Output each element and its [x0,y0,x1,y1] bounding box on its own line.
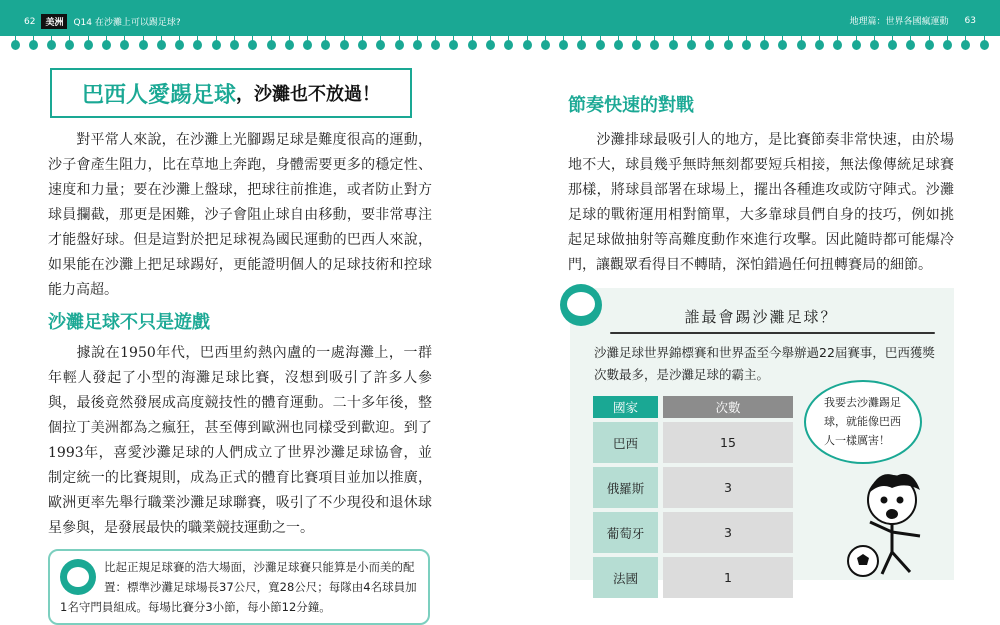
scallop-dot [230,34,239,50]
scallop-dot [596,34,605,50]
page-title [50,68,412,118]
scallop-dot [157,34,166,50]
count-cell: 15 [663,422,793,463]
scallop-dot [47,34,56,50]
scallop-dot [559,34,568,50]
title-tail: ，沙灘也不放過！ [236,84,380,105]
right-subtitle: 節奏快速的對戰 [568,95,694,116]
table-row [593,512,793,553]
scallop-dot [669,34,678,50]
scallop-dot [504,34,513,50]
page-number-left: 62 [24,16,36,27]
character-avatar-icon [60,559,96,595]
scallop-dot [321,34,330,50]
scallop-dot [212,34,221,50]
scallop-dot [943,34,952,50]
winners-table [593,396,793,602]
note-box [48,549,430,625]
scallop-dot [760,34,769,50]
scallop-dot [705,34,714,50]
left-paragraph-1 [48,128,432,303]
scallop-dot [523,34,532,50]
country-cell: 巴西 [593,422,658,463]
scallop-dot [650,34,659,50]
table-header [593,396,793,418]
scallop-dot [724,34,733,50]
country-cell: 法國 [593,557,658,598]
scallop-dot [797,34,806,50]
scallop-border [0,34,1000,54]
table-row [593,422,793,463]
scallop-dot [449,34,458,50]
scallop-dot [614,34,623,50]
panel-text: 沙灘足球世界錦標賽和世界盃至今舉辦過22屆賽事，巴西獲獎次數最多，是沙灘足球的霸主。 [594,345,935,382]
scallop-dot [175,34,184,50]
country-cell: 俄羅斯 [593,467,658,508]
title-main: 巴西人愛踢足球 [81,82,236,108]
section-title: 地理篇：世界各國瘋運動 [849,17,949,27]
table-row [593,467,793,508]
scallop-dot [961,34,970,50]
scallop-dot [486,34,495,50]
scallop-dot [84,34,93,50]
scallop-dot [852,34,861,50]
count-cell: 3 [663,512,793,553]
scallop-dot [267,34,276,50]
scallop-dot [102,34,111,50]
scallop-dot [303,34,312,50]
scallop-dot [888,34,897,50]
scallop-dot [980,34,989,50]
scallop-dot [687,34,696,50]
scallop-dot [248,34,257,50]
scallop-dot [358,34,367,50]
header-country: 國家 [593,396,658,418]
scallop-dot [65,34,74,50]
scallop-dot [742,34,751,50]
count-cell: 1 [663,557,793,598]
chapter-question: Q14 在沙灘上可以踢足球? [73,18,181,28]
table-row [593,557,793,598]
left-running-header [24,14,181,29]
text: 對平常人來說，在沙灘上光腳踢足球是難度很高的運動，沙子會產生阻力，比在草地上奔跑，身體需要更多的穩定性、速度和力量；要在沙灘上盤球，把球往前推進，或者防止對方球員攔截，那更是困難，沙子會阻止球自由移動，要非常專注才能盤好球。但是這對於把足球視為國民運動的巴西人來說，如果能在沙灘上把足球踢好，更能證明個人的足球技術和控球能力高超。 [48,132,432,298]
right-paragraph-1 [568,128,954,278]
scallop-dot [925,34,934,50]
header-count: 次數 [663,396,793,418]
text: 據說在1950年代，巴西里約熱內盧的一處海灘上，一群年輕人發起了小型的海灘足球比賽，沒想到吸引了許多人參與，最後竟然發展成高度競技性的體育運動。二十多年後，整個拉丁美洲都為之瘋狂，甚至傳到歐洲也同樣受到歡迎。到了1993年，喜愛沙灘足球的人們成立了世界沙灘足球協會，並制定統一的比賽規則，成為正式的體育比賽項目並加以推廣，歐洲更率先舉行職業沙灘足球聯賽，吸引了不少現役和退休球星參與，是發展最快的職業競技運動之一。 [48,345,432,536]
info-panel [570,288,954,586]
scallop-dot [468,34,477,50]
count-cell: 3 [663,467,793,508]
page-number-right: 63 [964,15,976,26]
scallop-dot [833,34,842,50]
scallop-dot [193,34,202,50]
scallop-dot [870,34,879,50]
scallop-dot [815,34,824,50]
scallop-dot [906,34,915,50]
scallop-dot [11,34,20,50]
scallop-dot [577,34,586,50]
scallop-dot [29,34,38,50]
country-cell: 葡萄牙 [593,512,658,553]
left-page-column [48,68,432,625]
left-paragraph-2 [48,341,432,541]
right-running-header [850,14,976,27]
panel-title: 誰最會踢沙灘足球？ [684,308,838,326]
region-badge: 美洲 [41,14,67,29]
scallop-dot [431,34,440,50]
scallop-dot [120,34,129,50]
scallop-dot [778,34,787,50]
scallop-dot [285,34,294,50]
note-text: 比起正規足球賽的浩大場面，沙灘足球賽只能算是小而美的配置：標準沙灘足球場長37公尺，寬28公尺；每隊由4名球員加1名守門員組成。每場比賽分3小節，每小節12分鐘。 [60,560,417,614]
left-subtitle: 沙灘足球不只是遊戲 [48,312,210,333]
scallop-dot [632,34,641,50]
speech-bubble: 我要去沙灘踢足球，就能像巴西人一樣厲害！ [804,380,922,464]
divider [610,332,935,334]
scallop-dot [541,34,550,50]
text: 沙灘排球最吸引人的地方，是比賽節奏非常快速，由於場地不大，球員幾乎無時無刻都要短兵相接，無法像傳統足球賽那樣，將球員部署在球場上，擺出各種進攻或防守陣式。沙灘足球的戰術運用相對簡單，大多靠球員們自身的技巧，例如挑起足球做抽射等高難度動作來進行攻擊。因此隨時都可能爆冷門，讓觀眾看得目不轉睛，深怕錯過任何扭轉賽局的細節。 [568,132,954,273]
scallop-dot [376,34,385,50]
scallop-dot [139,34,148,50]
scallop-dot [413,34,422,50]
soccer-ball-icon [846,544,880,578]
scallop-dot [395,34,404,50]
scallop-dot [340,34,349,50]
right-page-column [568,94,954,586]
